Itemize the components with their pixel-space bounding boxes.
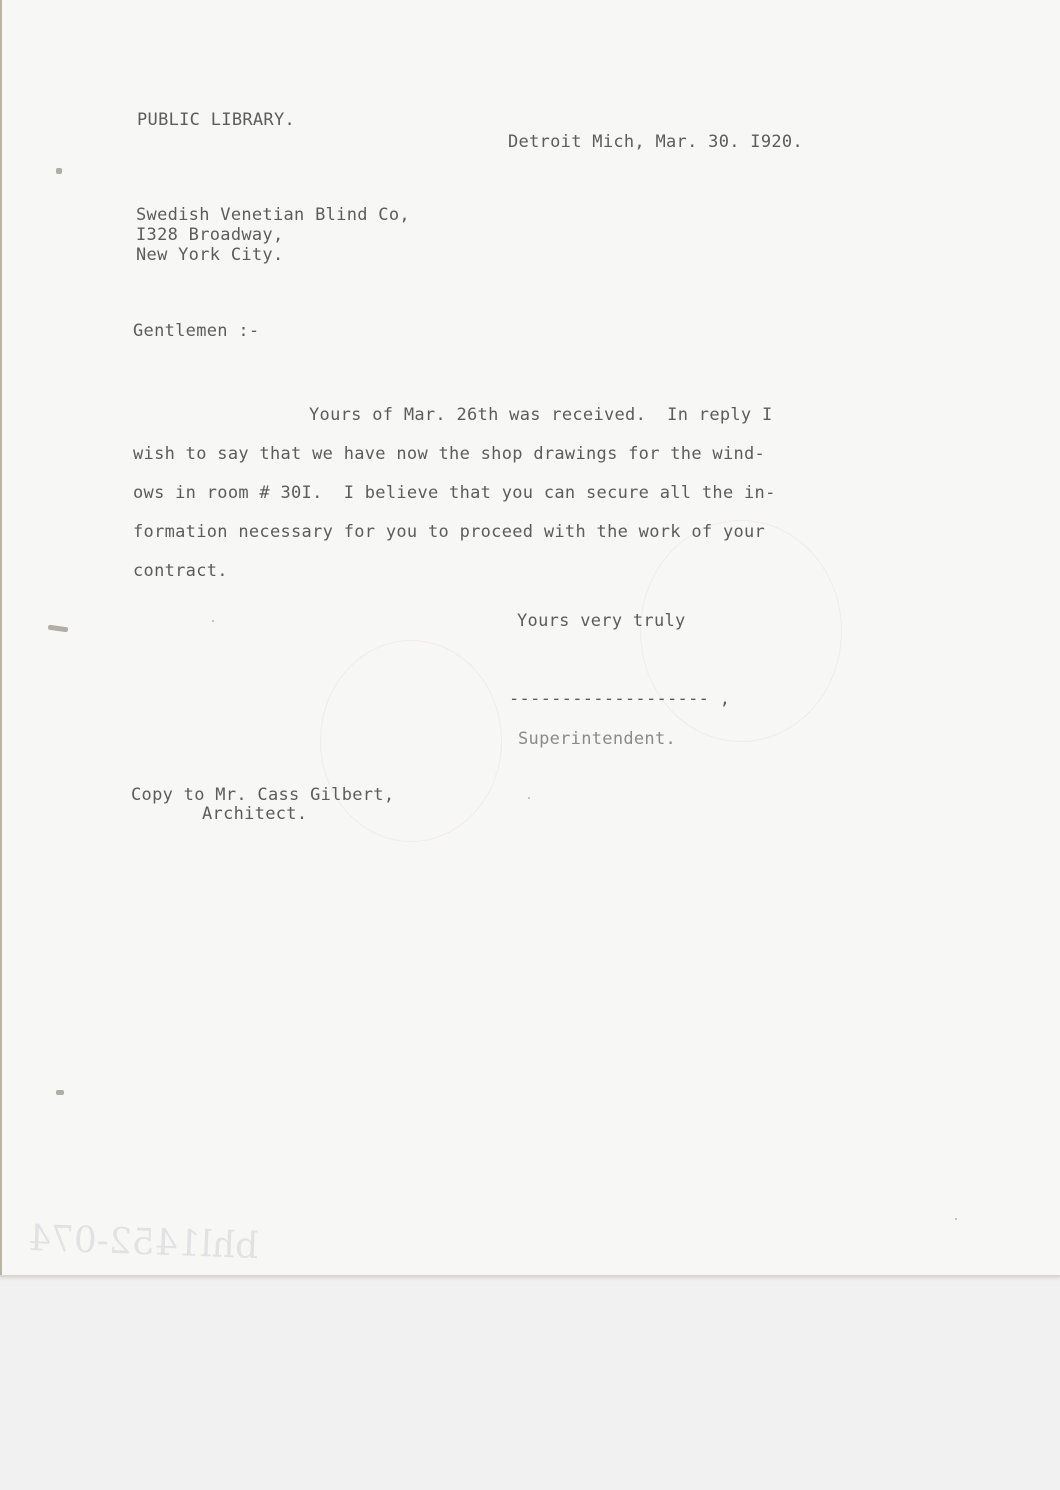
body-line: ows in room # 30I. I believe that you can secure all the in- <box>133 483 776 503</box>
paper-speck <box>955 1218 957 1220</box>
letter-body <box>133 396 853 591</box>
body-line: Yours of Mar. 26th was received. In reply I <box>309 405 773 425</box>
body-line: wish to say that we have now the shop drawings for the wind- <box>133 444 766 464</box>
recipient-city: New York City. <box>136 245 284 265</box>
letterhead: PUBLIC LIBRARY. <box>137 110 296 130</box>
body-line: formation necessary for you to proceed with the work of your <box>133 522 766 542</box>
paper-speck <box>528 797 530 799</box>
signature-line: ------------------- , <box>509 689 731 709</box>
dateline: Detroit Mich, Mar. 30. I920. <box>508 132 803 152</box>
recipient-name: Swedish Venetian Blind Co, <box>136 205 410 225</box>
salutation: Gentlemen :- <box>133 321 260 341</box>
signer-title: Superintendent. <box>518 729 677 749</box>
punch-hole-mark <box>48 625 69 633</box>
body-line: contract. <box>133 561 228 581</box>
page-edge <box>0 0 2 1275</box>
punch-hole-mark <box>56 1090 64 1095</box>
closing: Yours very truly <box>517 611 686 631</box>
copy-to-line: Copy to Mr. Cass Gilbert, <box>131 785 395 805</box>
archive-stamp: bhl1452-074 <box>27 1217 259 1268</box>
recipient-street: I328 Broadway, <box>136 225 284 245</box>
paper-stain <box>320 640 502 842</box>
paper-speck <box>212 620 214 622</box>
punch-hole-mark <box>56 168 62 174</box>
copy-to-title: Architect. <box>202 804 308 824</box>
